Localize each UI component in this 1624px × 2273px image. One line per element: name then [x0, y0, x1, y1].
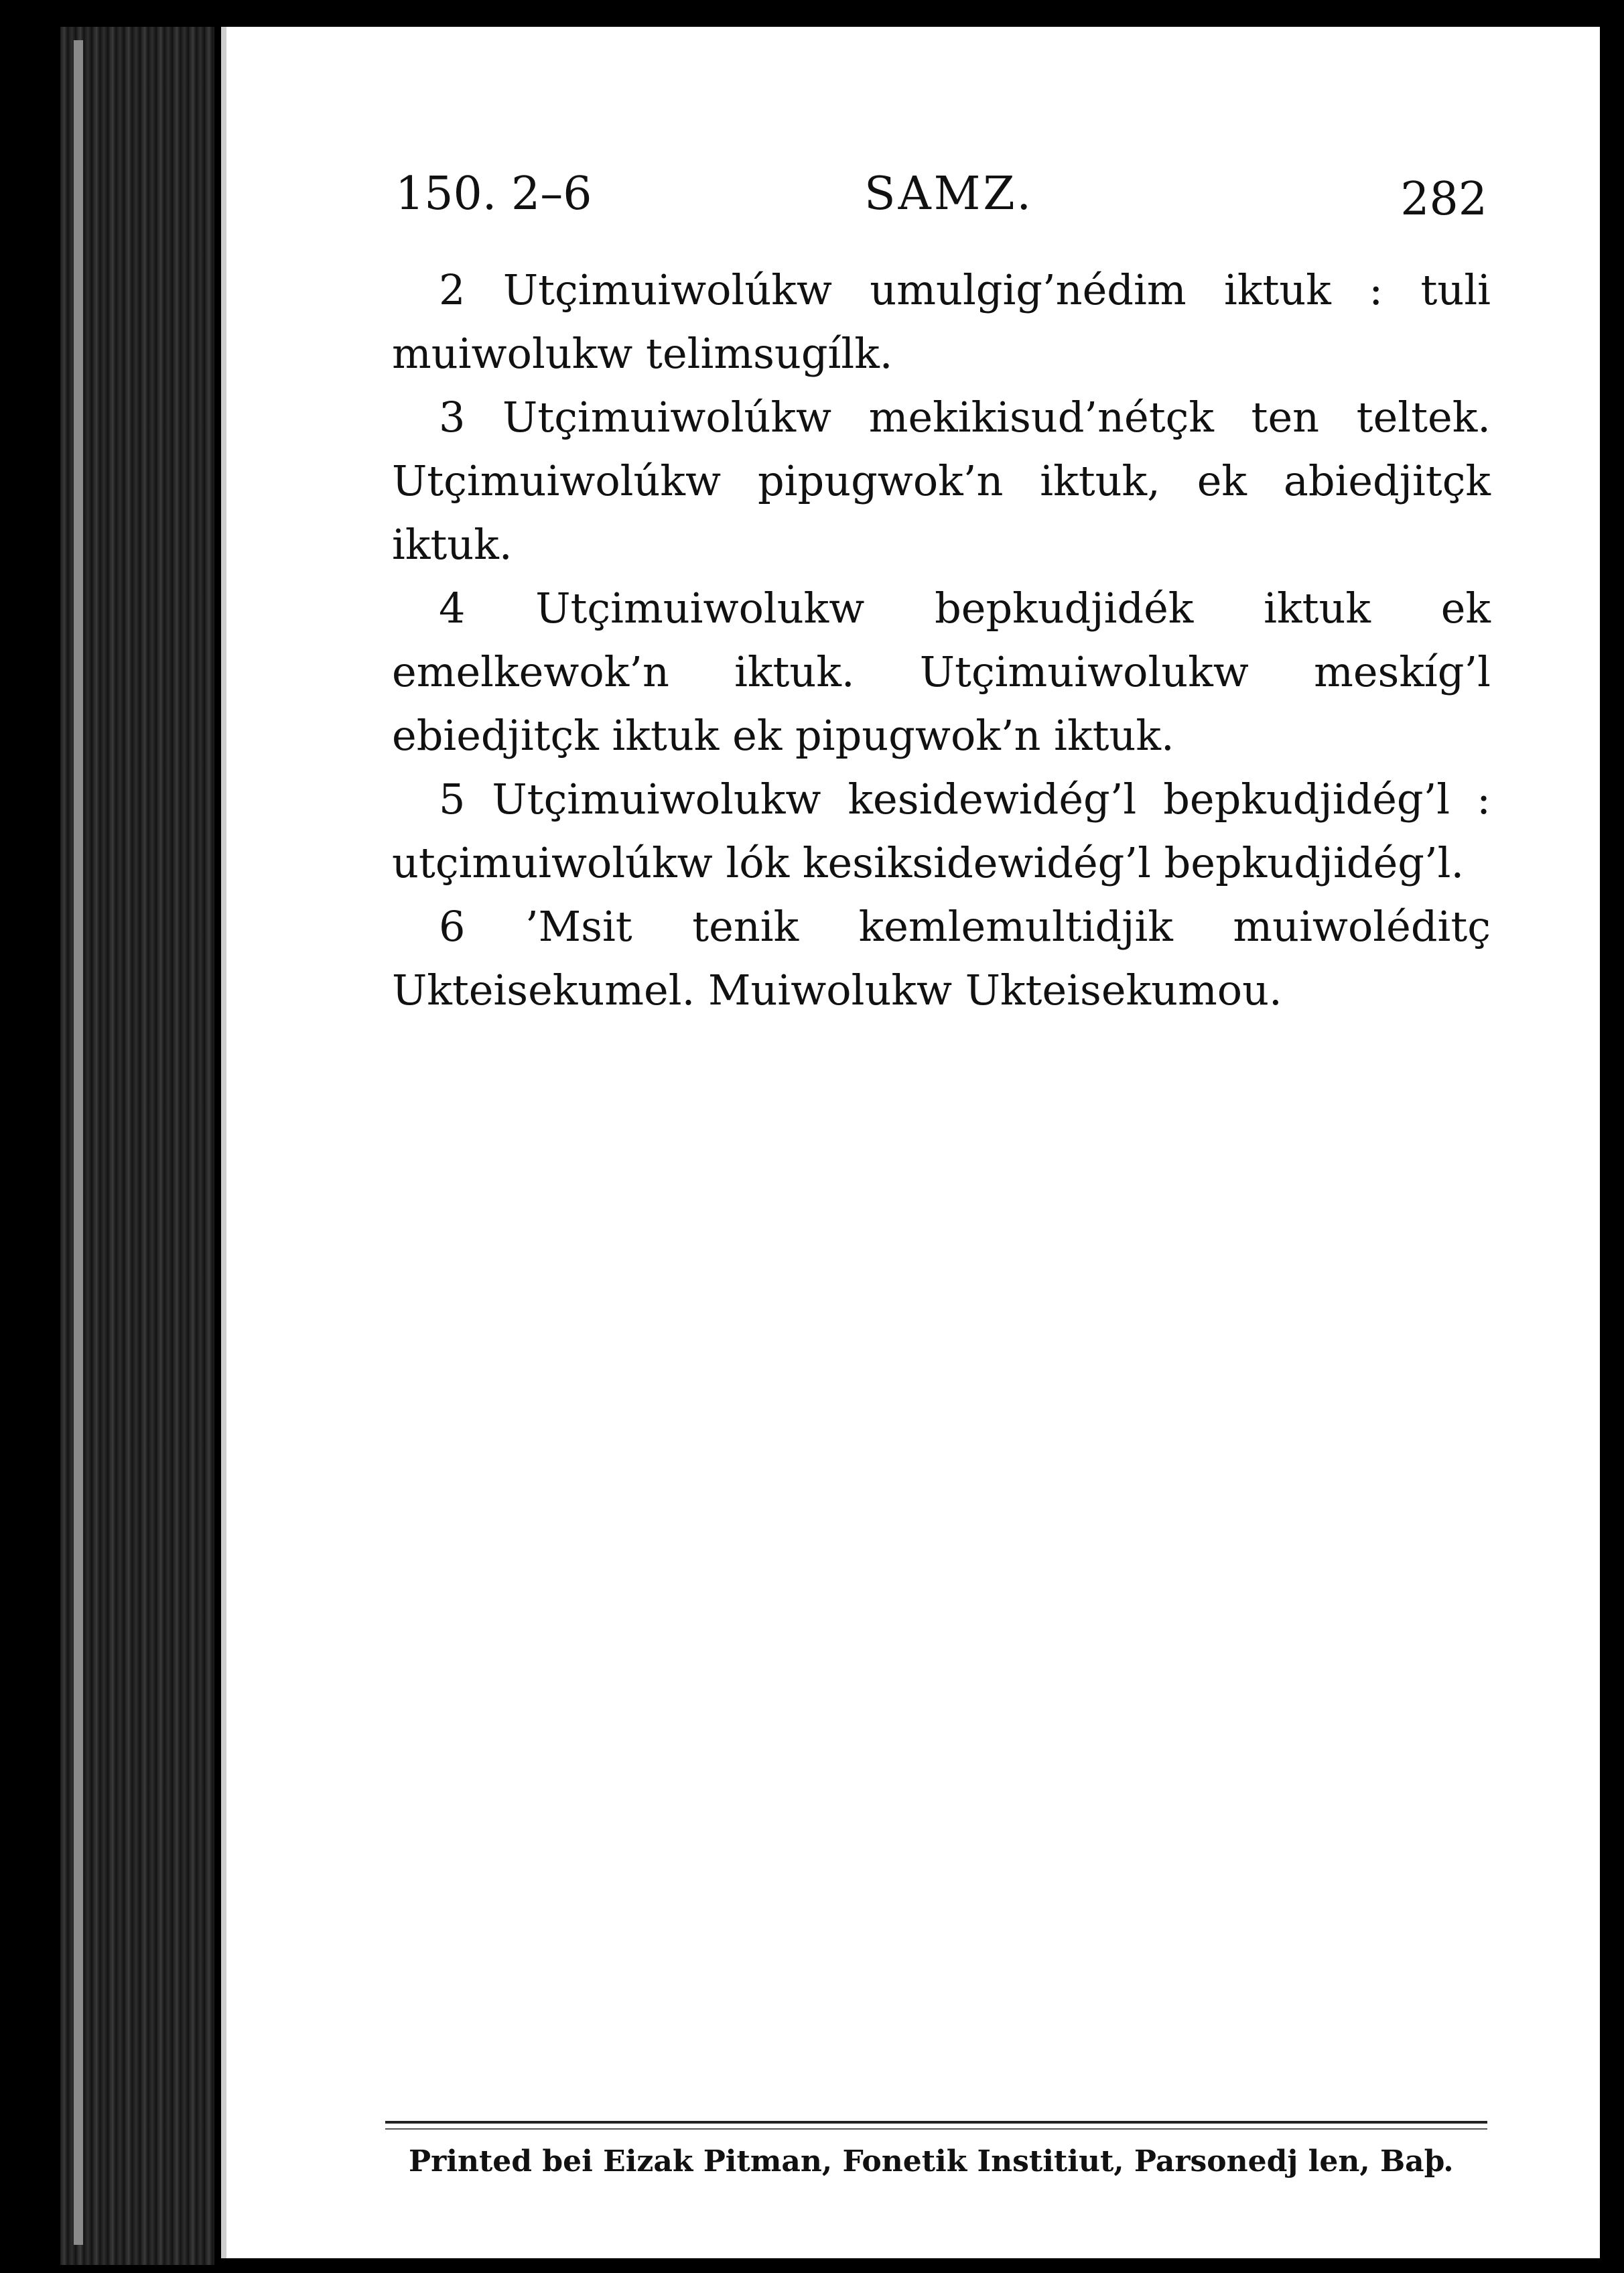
verse-5: 5 Utçimuiwolukw kesidewidég’l bepkudjidég’l : utçimuiwolúkw lók kesiksidewidég’l bepkudjidég’l.: [392, 775, 1491, 887]
chapter-reference: 150. 2–6: [395, 168, 592, 220]
book-spine: [60, 27, 214, 2265]
book-title: SAMZ.: [864, 168, 1034, 220]
verse-3: 3 Utçimuiwolúkw mekikisud’nétçk ten teltek. Utçimuiwolúkw pipugwok’n iktuk, ek abiedjitçk iktuk.: [392, 393, 1491, 569]
page-number: 282: [1400, 173, 1487, 226]
running-header: [395, 161, 1494, 235]
footer-divider: [385, 2121, 1487, 2124]
verse-2: 2 Utçimuiwolúkw umulgig’nédim iktuk : tuli muiwolukw telimsugílk.: [392, 265, 1491, 378]
printer-imprint: Printed bei Eizak Pitman, Fonetik Institiut, Parsonedj len, Baþ.: [409, 2144, 1454, 2179]
spine-edge: [74, 40, 83, 2245]
right-edge: [1604, 40, 1624, 2245]
verse-6: 6 ’Msit tenik kemlemultidjik muiwoléditç Ukteisekumel. Muiwolukw Ukteisekumou.: [392, 902, 1491, 1015]
footer-divider-thin: [385, 2128, 1487, 2130]
verse-4: 4 Utçimuiwolukw bepkudjidék iktuk ek emelkewok’n iktuk. Utçimuiwolukw meskíg’l ebiedjitçk iktuk ek pipugwok’n iktuk.: [392, 584, 1491, 760]
page-body: [392, 258, 1491, 1022]
